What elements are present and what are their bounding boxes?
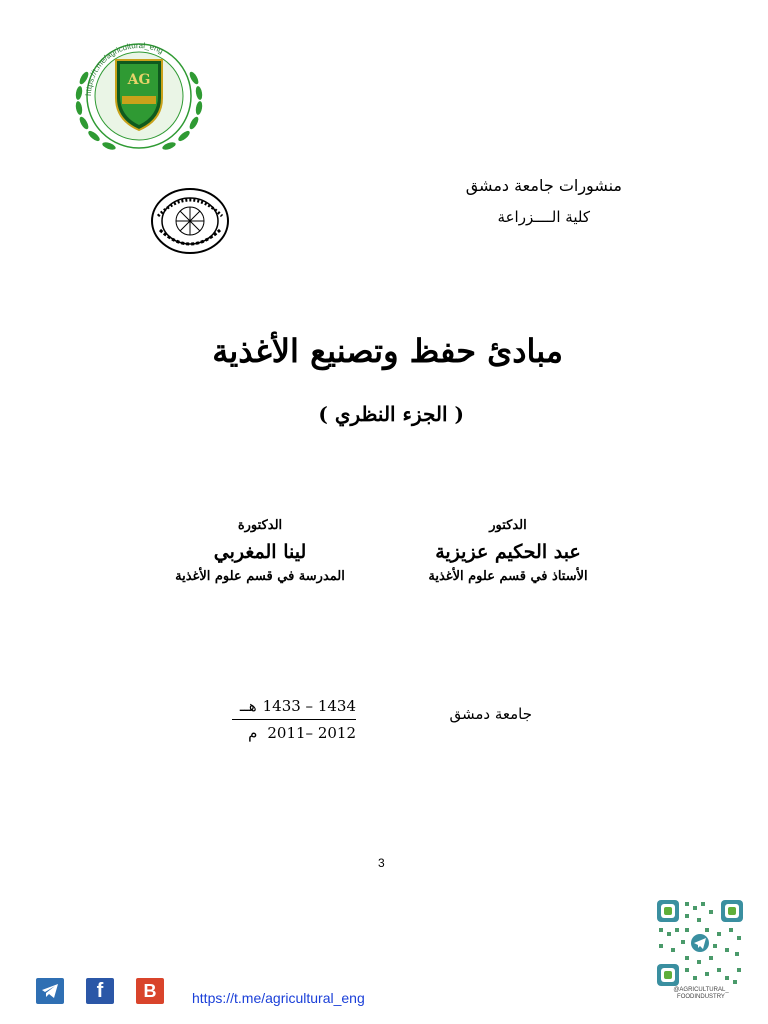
publication-years <box>232 697 356 742</box>
facebook-icon[interactable]: f <box>86 978 114 1004</box>
author-name: لينا المغربي <box>213 541 307 563</box>
faculty-line: كلية الــــزراعة <box>497 208 590 226</box>
university-seal <box>148 186 232 256</box>
gregorian-suffix: م <box>248 724 258 742</box>
hijri-suffix: هــ <box>239 697 257 715</box>
qr-code[interactable] <box>655 898 745 988</box>
author-rank: الدكتورة <box>237 518 283 533</box>
author-block <box>388 518 628 584</box>
author-rank: الدكتور <box>489 518 527 533</box>
author-name: عبد الحكيم عزيزية <box>435 541 581 563</box>
logo-ring-text: https://t.me/agricultural_eng <box>83 40 165 97</box>
book-title: مبادئ حفظ وتصنيع الأغذية <box>212 332 563 370</box>
gregorian-years <box>232 720 356 742</box>
author-position: الأستاذ في قسم علوم الأغذية <box>428 569 588 584</box>
qr-caption <box>656 987 746 1001</box>
university-name: جامعة دمشق <box>449 705 532 723</box>
author-position: المدرسة في قسم علوم الأغذية <box>175 569 345 584</box>
author-block <box>140 518 380 584</box>
publisher-line: منشورات جامعة دمشق <box>465 176 622 195</box>
logo-center-text: AG <box>127 72 151 88</box>
qr-caption-line: @AGRICULTURAL_ <box>673 987 729 993</box>
social-links <box>36 978 164 1004</box>
telegram-link[interactable]: https://t.me/agricultural_eng <box>192 990 365 1006</box>
book-subtitle: ( الجزء النظري ) <box>318 402 464 426</box>
page-number: 3 <box>378 856 385 870</box>
gregorian-value: 2011– 2012 <box>267 724 356 742</box>
qr-caption-line: FOODINDUSTRY <box>677 994 725 1000</box>
blogger-icon[interactable]: B <box>136 978 164 1004</box>
hijri-value: 1433 – 1434 <box>262 697 356 715</box>
hijri-years <box>232 697 356 720</box>
telegram-icon[interactable] <box>36 978 64 1004</box>
agricultural-logo <box>64 38 214 158</box>
